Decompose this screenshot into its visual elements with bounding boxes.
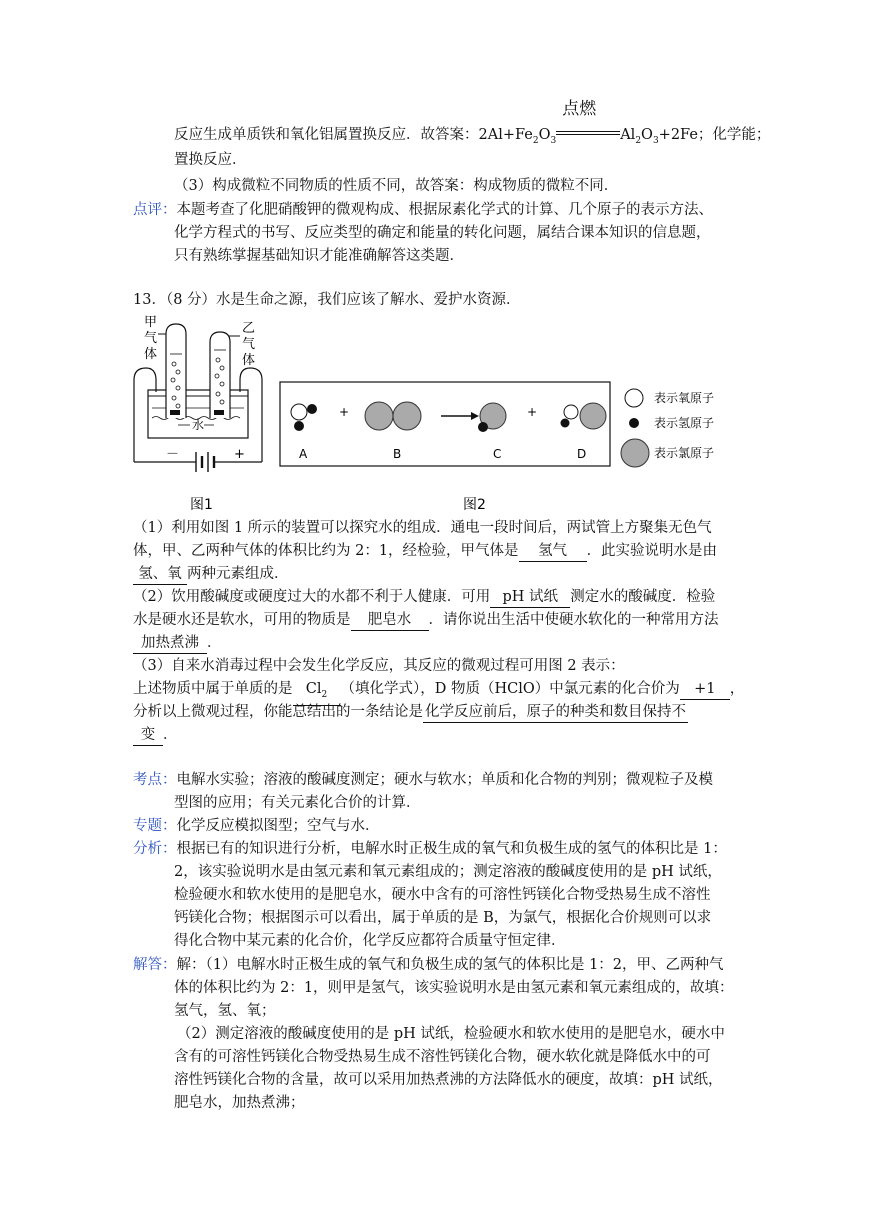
label-jia-1: 甲: [144, 315, 158, 330]
answer-text: Cl: [305, 681, 322, 697]
zhuanti-tag: 专题：: [133, 818, 177, 834]
text: ．: [163, 727, 178, 743]
text-line: [133, 564, 289, 585]
text-line: 得化合物中某元素的化合价，化学反应都符合质量守恒定律．: [174, 933, 566, 949]
text-line: [133, 725, 178, 746]
question-title: 13．（8 分）水是生命之源，我们应该了解水、爱护水资源．: [133, 292, 521, 308]
label-water: 水: [192, 418, 205, 432]
text-line: 氢气，氢、氧；: [174, 1003, 276, 1019]
legend-hydrogen-icon: [629, 418, 639, 428]
text: 电解水实验；溶液的酸碱度测定；硬水与软水；单质和化合物的判别；微观粒子及模: [176, 772, 713, 788]
subscript: 2: [321, 689, 328, 700]
text-line: （1）利用如图 1 所示的装置可以探究水的组成．通电一段时间后，两试管上方聚集无色气: [133, 520, 712, 536]
text: （填化学式），D 物质（HClO）中氯元素的化合价为: [340, 681, 680, 697]
text-line: [133, 541, 717, 562]
text: 化学反应模拟图型；空气与水．: [176, 818, 380, 834]
equation-line: [174, 99, 771, 151]
text-line: [133, 633, 222, 654]
label-d: D: [577, 447, 587, 461]
text: 根据已有的知识进行分析，电解水时正极生成的氧气和负极生成的氢气的体积比是 1：: [176, 841, 727, 857]
text: 分析以上微观过程，你能总结出的一条结论是: [133, 704, 423, 720]
answer-blank: 变: [133, 725, 163, 746]
text: ．请你说出生活中使硬水软化的一种常用方法: [428, 612, 719, 628]
legend-chlorine-icon: [621, 439, 649, 467]
test-tube-yi: [210, 332, 230, 418]
kaodian-tag: 考点：: [133, 772, 177, 788]
equation-text: 反应生成单质铁和氧化铝属置换反应．故答案：2Al+Fe: [174, 127, 533, 143]
label-minus: －: [166, 447, 180, 462]
text: ．: [207, 635, 222, 651]
text-line: 化学方程式的书写、反应类型的确定和能量的转化问题，属结合课本知识的信息题，: [174, 225, 711, 241]
equation-text: +2Fe；化学能；: [658, 127, 771, 143]
text-line: 肥皂水，加热煮沸；: [174, 1095, 305, 1111]
text: 本题考查了化肥硝酸钾的微观构成、根据尿素化学式的计算、几个原子的表示方法、: [176, 202, 713, 218]
text: 测定水的酸碱度．检验: [570, 589, 716, 605]
figure-2-reaction: [275, 378, 735, 513]
text: 解：（1）电解水时正极生成的氧气和负极生成的氢气的体积比是 1：2，甲、乙两种气: [176, 957, 724, 973]
label-b: B: [393, 447, 402, 461]
answer-blank: 肥皂水: [351, 610, 429, 631]
electrode-right: [214, 410, 224, 415]
comment-line: [133, 200, 713, 220]
text-line: （2）测定溶液的酸碱度使用的是 pH 试纸，检验硬水和软水使用的是肥皂水，硬水中: [177, 1026, 725, 1042]
legend-hydrogen: 表示氢原子: [654, 416, 715, 430]
label-plus: +: [234, 447, 245, 462]
legend-chlorine: 表示氯原子: [654, 446, 715, 460]
label-yi-1: 乙: [242, 321, 256, 336]
text: 体，甲、乙两种气体的体积比约为 2：1，经检验，甲气体是: [133, 543, 519, 559]
zhuanti-line: [133, 816, 380, 836]
electrode-left: [170, 410, 180, 415]
equals-bar: [556, 131, 620, 135]
text: （2）饮用酸碱度或硬度过大的水都不利于人健康．可用: [133, 589, 491, 605]
subscript: 3: [550, 135, 557, 146]
answer-blank: 化学反应前后，原子的种类和数目保持不: [423, 702, 688, 723]
plus-sign-1: +: [339, 405, 350, 419]
answer-blank: pH 试纸: [490, 587, 570, 608]
legend-oxygen: 表示氧原子: [654, 391, 715, 405]
text-line: 置换反应．: [174, 152, 247, 168]
answer-blank: 加热煮沸: [133, 633, 207, 654]
text-line: 体的体积比约为 2：1，则甲是氢气，该实验说明水是由氢元素和氧元素组成的，故填：: [174, 980, 734, 996]
jieda-line: [133, 955, 724, 975]
label-jia-2: 气: [144, 331, 158, 346]
comment-tag: 点评：: [133, 202, 177, 218]
subscript: 3: [652, 135, 659, 146]
equation-text: O: [538, 127, 551, 143]
plus-sign-2: +: [527, 405, 538, 419]
subscript: 2: [532, 135, 539, 146]
text-line: [133, 587, 715, 608]
text: 上述物质中属于单质的是: [133, 681, 293, 697]
text-line: 只有熟练掌握基础知识才能准确解答这类题．: [174, 248, 464, 264]
text-line: 检验硬水和软水使用的是肥皂水，硬水中含有的可溶性钙镁化合物受热易生成不溶性: [174, 887, 711, 903]
equation-text: Al: [620, 127, 636, 143]
answer-blank: 氢、氧: [133, 564, 187, 585]
fenxi-line: [133, 839, 727, 859]
text-line: 含有的可溶性钙镁化合物受热易生成不溶性钙镁化合物，硬水软化就是降低水中的可: [174, 1049, 711, 1065]
label-c: C: [493, 447, 502, 461]
label-yi-2: 气: [242, 337, 256, 352]
text: ．此实验说明水是由: [586, 543, 718, 559]
molecule-d: [561, 403, 607, 429]
text-line: （3）构成微粒不同物质的性质不同，故答案：构成物质的微粒不同．: [174, 178, 619, 194]
label-yi-3: 体: [242, 353, 256, 368]
text-line: [133, 702, 688, 723]
subscript: 2: [635, 135, 642, 146]
figure-1-caption: 图1: [190, 497, 213, 512]
jieda-tag: 解答：: [133, 957, 177, 973]
text-line: [133, 610, 719, 631]
text-line: 溶性钙镁化合物的含量，故可以采用加热煮沸的方法降低水的硬度，故填：pH 试纸，: [174, 1072, 723, 1088]
text: 水是硬水还是软水，可用的物质是: [133, 612, 351, 628]
label-jia-3: 体: [144, 347, 158, 362]
figure-2-caption: 图2: [463, 497, 486, 513]
text-line: 型图的应用；有关元素化合价的计算．: [174, 795, 421, 811]
figure-1-electrolysis: [130, 312, 270, 512]
text-line: （3）自来水消毒过程中会发生化学反应，其反应的微观过程可用图 2 表示：: [133, 658, 625, 674]
text: 两种元素组成．: [187, 566, 289, 582]
reaction-condition: [556, 99, 620, 139]
label-a: A: [299, 447, 308, 461]
text-line: 2，该实验说明水是由氢元素和氧元素组成的；测定溶液的酸碱度使用的是 pH 试纸，: [174, 864, 722, 880]
answer-blank: 氢气: [519, 541, 587, 562]
answer-blank: +1: [680, 679, 730, 700]
kaodian-line: [133, 770, 713, 790]
equation-text: O: [641, 127, 653, 143]
condition-label: 点燃: [562, 99, 597, 119]
text-line: 钙镁化合物；根据图示可以看出，属于单质的是 B，为氯气，根据化合价规则可以求: [174, 910, 712, 926]
legend-oxygen-icon: [625, 389, 643, 407]
reaction-box: [280, 382, 610, 466]
text: ，: [729, 681, 745, 697]
fenxi-tag: 分析：: [133, 841, 177, 857]
